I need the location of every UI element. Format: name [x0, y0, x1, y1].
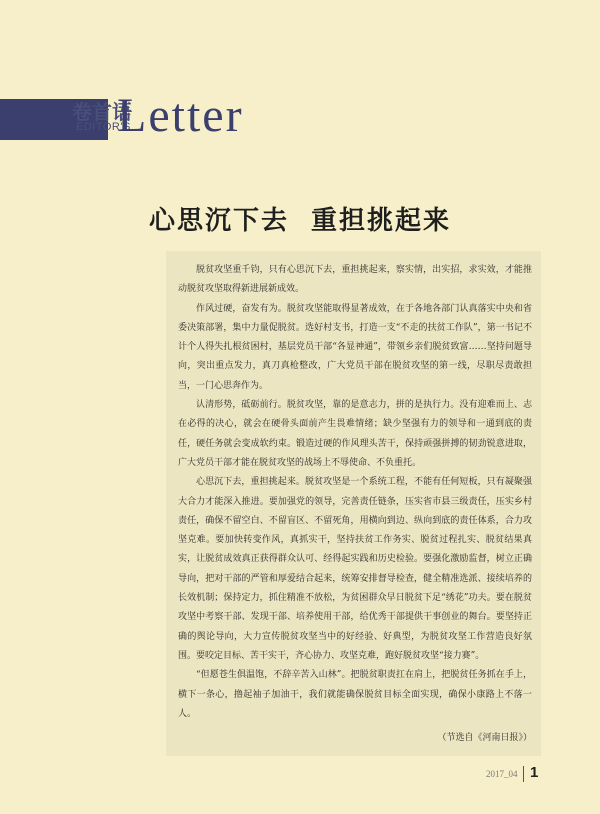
- article-source: （节选自《河南日报》）: [437, 733, 532, 743]
- page-number: 1: [530, 764, 539, 781]
- section-subtitle: EDITOR'S: [76, 121, 131, 133]
- section-letter-wordmark: Letter: [117, 89, 244, 142]
- article-headline: 心思沉下去 重担挑起来: [148, 206, 452, 236]
- footer-divider: [523, 766, 524, 782]
- article-paragraph: 脱贫攻坚重千钧，只有心思沉下去，重担挑起来，察实情，出实招，求实效，才能推动脱贫攻坚取得新进展新成效。: [178, 265, 532, 295]
- article-paragraph: “但愿苍生俱温饱，不辞辛苦入山林”。把脱贫职责扛在肩上，把脱贫任务抓在手上，横下一条心，撸起袖子加油干，我们就能确保脱贫目标全面实现，确保小康路上不落一人。: [178, 670, 532, 719]
- section-title: 卷首语: [72, 100, 132, 124]
- issue-label: 2017_04: [486, 769, 518, 779]
- article-paragraph: 心思沉下去，重担挑起来。脱贫攻坚是一个系统工程，不能有任何短板，只有凝聚强大合力才能深入推进。要加强党的领导，完善责任链条，压实省市县三级责任，压实乡村责任，确保不留空白、不留盲区、不留死角，用横向到边、纵向到底的责任体系，合力攻坚克难。要加快转变作风，真抓实干，坚持扶贫工作务实、脱贫过程扎实、脱贫结果真实，让脱贫成效真正获得群众认可、经得起实践和历史检验。要强化激励监督，树立正确导向，把对干部的严管和厚爱结合起来，统筹安排督导检查，健全精准选派、接续培养的长效机制；保持定力，抓住精准不放松，为贫困群众早日脱贫下足“绣花”功夫。要在脱贫攻坚中考察干部、发现干部、培养使用干部，给优秀干部提供干事创业的舞台。要坚持正确的舆论导向，大力宣传脱贫攻坚当中的好经验、好典型，为脱贫攻坚工作营造良好氛围。要咬定目标、苦干实干，齐心协力、攻坚克难，跑好脱贫攻坚“接力赛”。: [178, 477, 532, 661]
- article-paragraph: 认清形势，砥砺前行。脱贫攻坚，靠的是意志力，拼的是执行力。没有迎难而上、志在必得的决心，就会在硬骨头面前产生畏难情绪；缺少坚强有力的领导和一通到底的责任，硬任务就会变成软约束。锻造过硬的作风理头苦干，保持顽强拼搏的韧劲锐意进取，广大党员干部才能在脱贫攻坚的战场上不辱使命、不负重托。: [178, 400, 532, 468]
- article-paragraph: 作风过硬，奋发有为。脱贫攻坚能取得显著成效，在于各地各部门认真落实中央和省委决策部署，集中力量促脱贫。选好村支书，打造一支“不走的扶贫工作队”，第一书记不计个人得失扎根贫困村，基层党员干部“各显神通”，带领乡亲们脱贫致富……坚持问题导向，突出重点发力，真刀真枪整改，广大党员干部在脱贫攻坚的第一线，尽职尽责敢担当，一门心思奔作为。: [178, 303, 532, 391]
- article-body: [178, 261, 532, 724]
